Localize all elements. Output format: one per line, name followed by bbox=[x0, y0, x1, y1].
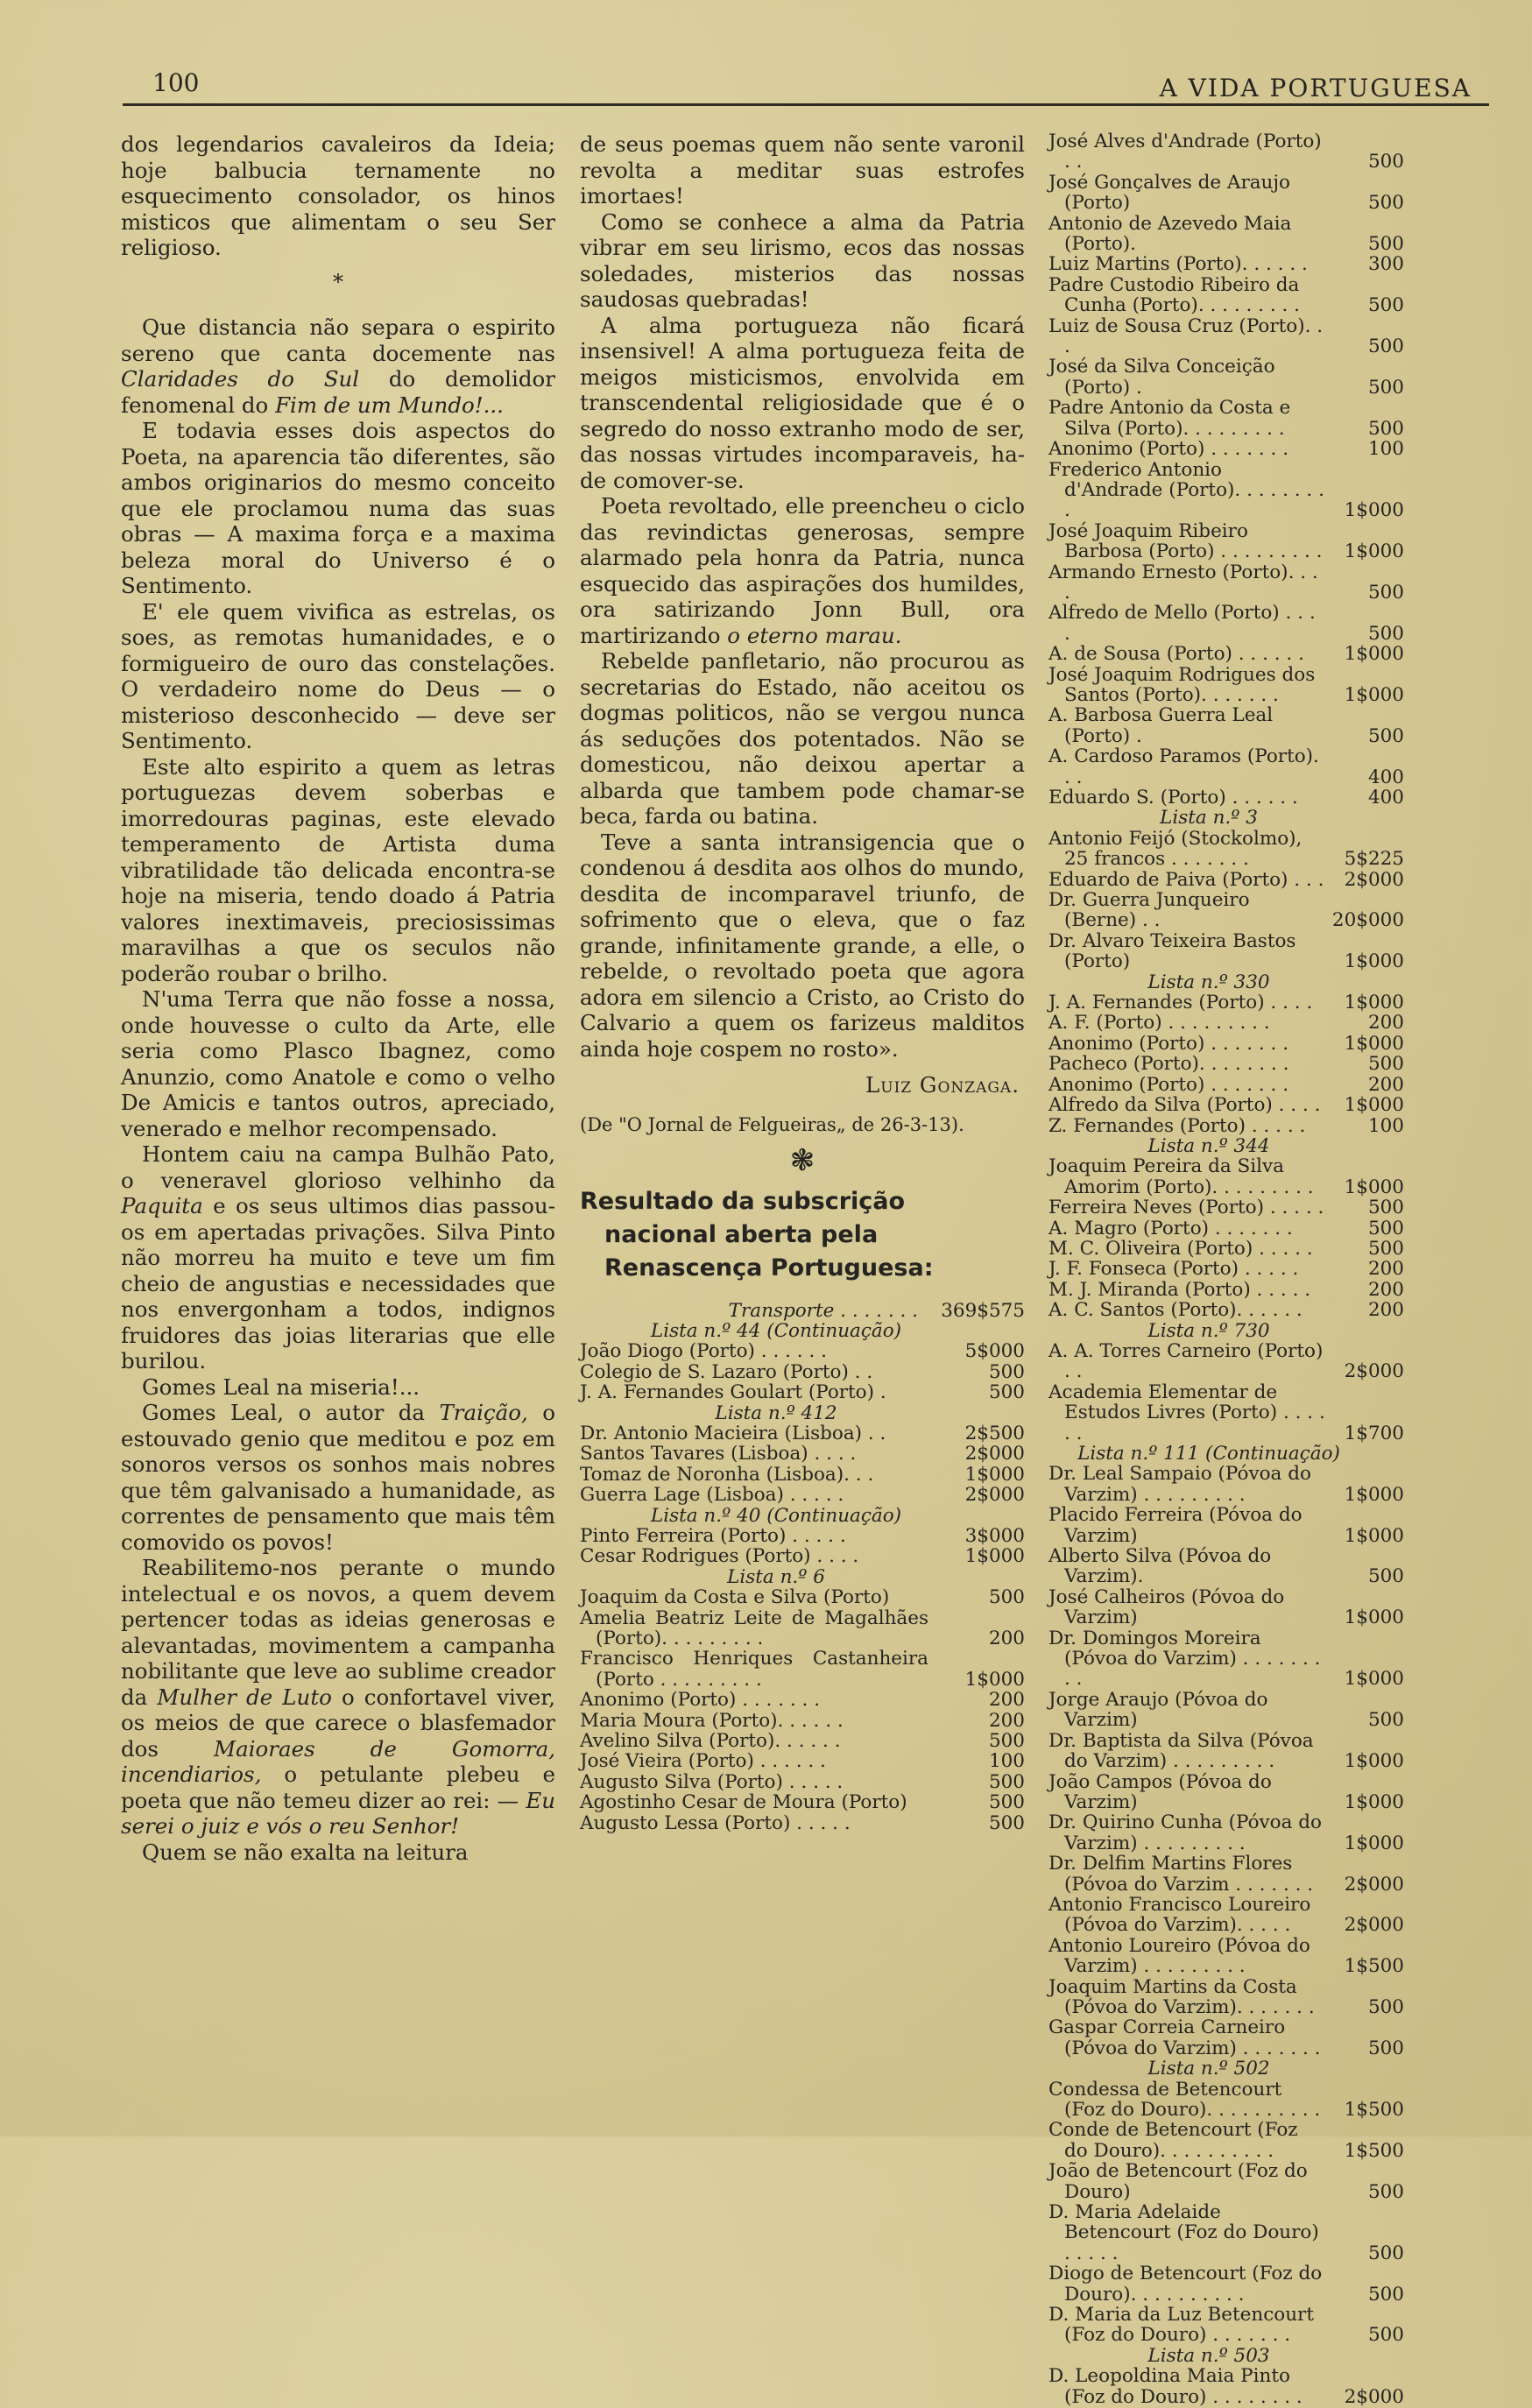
subscriber-name: Joaquim da Costa e Silva (Porto) bbox=[580, 1586, 890, 1609]
subscriber-row bbox=[1048, 870, 1404, 890]
subscriber-row bbox=[580, 1711, 1025, 1731]
subscriber-name: Antonio Loureiro (Póvoa do Varzim) . . . . . . . . . bbox=[1048, 1934, 1310, 1978]
subscription-amount: 1$000 bbox=[1344, 1790, 1404, 1813]
subscription-amount: 200 bbox=[1367, 1299, 1404, 1322]
subscriber-name: J. A. Fernandes (Porto) . . . . bbox=[1048, 992, 1313, 1014]
subscription-amount: 500 bbox=[1367, 192, 1404, 215]
subscriber-name: Dr. Alvaro Teixeira Bastos (Porto) bbox=[1048, 929, 1296, 973]
subscriber-row bbox=[1048, 1197, 1404, 1218]
subscription-amount: 500 bbox=[988, 1360, 1025, 1383]
subscriber-name: Dr. Leal Sampaio (Póvoa do Varzim) . . . . . . . . . bbox=[1048, 1463, 1311, 1506]
subscriber-name: Dr. Guerra Junqueiro (Berne) . . bbox=[1048, 889, 1250, 932]
subscriber-row bbox=[1048, 1218, 1404, 1239]
subscription-amount: 20$000 bbox=[1331, 909, 1404, 932]
subscriber-row bbox=[580, 1772, 1025, 1792]
subscription-amount: 500 bbox=[1367, 151, 1404, 173]
subscriber-name: Guerra Lage (Lisboa) . . . . . bbox=[580, 1484, 844, 1507]
subscriber-name: Academia Elementar de Estudos Livres (Porto) . . . . . . bbox=[1048, 1381, 1325, 1444]
subscriber-row bbox=[1048, 1812, 1404, 1854]
subscription-amount: 1$500 bbox=[1344, 2139, 1404, 2162]
subscriber-row bbox=[580, 1341, 1025, 1361]
subscriber-row bbox=[1048, 1280, 1404, 1300]
subscriber-row bbox=[1048, 1895, 1404, 1936]
subscription-amount: 200 bbox=[988, 1628, 1025, 1649]
subscriber-row bbox=[1048, 460, 1404, 521]
subscriber-row bbox=[1048, 787, 1404, 808]
subscription-amount: 100 bbox=[988, 1750, 1025, 1773]
subscription-amount: 500 bbox=[1367, 1995, 1404, 2018]
subscriber-name: José da Silva Conceição (Porto) . bbox=[1048, 356, 1275, 399]
subscription-amount: 500 bbox=[1367, 2180, 1404, 2203]
subscriber-row bbox=[1048, 254, 1404, 274]
subscriber-name: Avelino Silva (Porto). . . . . . bbox=[580, 1730, 841, 1753]
article-column-2 bbox=[580, 131, 1025, 1833]
subscriber-name: Z. Fernandes (Porto) . . . . . bbox=[1048, 1114, 1306, 1137]
subscriber-row bbox=[580, 1587, 1025, 1607]
paragraph: Reabilitemo-nos perante o mundo intelectual e os novos, a quem devem pertencer todas as ideias generosas e alevantadas, movimentem a campanha nobilitante que leve ao sublime creador da Mulher de Luto o confortavel viver, os meios de que carece o blasfemador dos Maioraes de Gomorra, incendiarios, o petulante plebeu e poeta que não temeu dizer ao rei: — Eu serei o juiz e vós o reu Senhor! bbox=[121, 1555, 556, 1839]
subscription-amount: 500 bbox=[1367, 294, 1404, 317]
subscriber-name: Dr. Delfim Martins Flores (Póvoa do Varzim . . . . . . . bbox=[1048, 1853, 1314, 1896]
subscriber-row bbox=[1048, 357, 1404, 398]
subscriber-name: A. Cardoso Paramos (Porto). . . bbox=[1048, 745, 1319, 788]
subscriber-row bbox=[1048, 603, 1404, 644]
subscriber-row bbox=[1048, 665, 1404, 706]
subscription-amount: 1$000 bbox=[1344, 1032, 1404, 1055]
subscription-amount: 1$000 bbox=[1344, 1607, 1404, 1629]
subscriber-row bbox=[1048, 890, 1404, 931]
subscriber-name: Condessa de Betencourt (Foz do Douro). . . . . . . . . . bbox=[1048, 2078, 1321, 2121]
subscriber-name: Dr. Quirino Cunha (Póvoa do Varzim) . . . . . . . . . bbox=[1048, 1811, 1322, 1854]
subscription-amount: 500 bbox=[1367, 622, 1404, 645]
subscriber-row bbox=[1048, 746, 1404, 787]
subscriber-name: Anonimo (Porto) . . . . . . . bbox=[580, 1689, 821, 1712]
paragraph: Teve a santa intransigencia que o condenou á desdita aos olhos do mundo, desdita de incomparavel triunfo, de sofrimento que o eleva, que o faz grande, infinitamente grande, a elle, o rebelde, o revoltado poeta que agora adora em silencio a Cristo, ao Cristo do Calvario a quem os farizeus malditos ainda hoje cospem no rosto». bbox=[580, 829, 1025, 1062]
transport-label: Transporte . . . . . . . bbox=[728, 1299, 918, 1322]
subscriber-row bbox=[1048, 1054, 1404, 1074]
subscriber-row bbox=[1048, 1075, 1404, 1095]
subscriber-row bbox=[1048, 2017, 1404, 2058]
subscriber-name: Antonio Feijó (Stockolmo), 25 francos . . . . . . . bbox=[1048, 827, 1303, 871]
subscription-amount: 2$000 bbox=[1344, 1873, 1404, 1896]
subscriber-name: João de Betencourt (Foz do Douro) bbox=[1048, 2160, 1308, 2203]
subscriber-name: José Vieira (Porto) . . . . . . bbox=[580, 1750, 826, 1773]
subscription-amount: 1$500 bbox=[1344, 1955, 1404, 1978]
paragraph: de seus poemas quem não sente varonil revolta a meditar suas estrofes imortaes! bbox=[580, 131, 1025, 208]
source-note: (De "O Jornal de Felgueiras„ de 26-3-13). bbox=[580, 1113, 964, 1135]
subscription-amount: 1$000 bbox=[1344, 950, 1404, 973]
paragraph: Como se conhece a alma da Patria vibrar em seu lirismo, ecos das nossas soledades, misterios das nossas saudosas quebradas! bbox=[580, 208, 1025, 312]
paragraph: Quem se não exalta na leitura bbox=[142, 1839, 469, 1865]
subscriber-name: Joaquim Pereira da Silva Amorim (Porto). . . . . . . . . bbox=[1048, 1155, 1314, 1198]
subscriber-name: Jorge Araujo (Póvoa do Varzim) bbox=[1048, 1688, 1268, 1732]
subscriber-name: Padre Antonio da Costa e Silva (Porto). . . . . . . . . bbox=[1048, 397, 1291, 440]
list-heading: Lista n.º 6 bbox=[727, 1565, 825, 1588]
subscriber-row bbox=[1048, 1587, 1404, 1628]
subscription-list bbox=[1048, 131, 1404, 2407]
subscriber-row bbox=[1048, 1854, 1404, 1895]
subscription-amount: 200 bbox=[1367, 1258, 1404, 1281]
subscriber-name: Francisco Henriques Castanheira (Porto . . . . . . . . . bbox=[580, 1648, 928, 1691]
subscriber-row bbox=[1048, 1936, 1404, 1977]
transport-row bbox=[580, 1301, 1025, 1321]
subscriber-row bbox=[1048, 1239, 1404, 1259]
subscription-amount: 1$000 bbox=[1344, 683, 1404, 706]
subscriber-row bbox=[580, 1792, 1025, 1812]
subscription-amount: 200 bbox=[988, 1689, 1025, 1712]
subscriber-name: Anonimo (Porto) . . . . . . . bbox=[1048, 1032, 1289, 1055]
subscriber-name: Anonimo (Porto) . . . . . . . bbox=[1048, 1073, 1289, 1096]
subscriber-name: Luiz Martins (Porto). . . . . . bbox=[1048, 253, 1308, 276]
subscriber-row bbox=[580, 1444, 1025, 1464]
subscription-amount: 1$000 bbox=[964, 1668, 1025, 1691]
paragraph: N'uma Terra que não fosse a nossa, onde houvesse o culto da Arte, elle seria como Plasco Ibagnez, como Anunzio, como Anatole e como o velho De Amicis e tantos outros, apreciado, venerado e melhor recompensado. bbox=[121, 986, 555, 1141]
subscriber-row bbox=[1048, 931, 1404, 972]
list-heading: Lista n.º 3 bbox=[1160, 807, 1258, 830]
subscriber-name: M. J. Miranda (Porto) . . . . . bbox=[1048, 1278, 1311, 1301]
subscriber-name: Eduardo S. (Porto) . . . . . . bbox=[1048, 787, 1298, 809]
paragraph: Rebelde panfletario, não procurou as secretarias do Estado, não aceitou os dogmas politicos, não se vergou nunca ás seduções dos potentados. Não se domesticou, não deixou apertar a albarda que tambem pode chamar-se beca, farda ou batina. bbox=[580, 648, 1025, 829]
subscriber-row bbox=[580, 1731, 1025, 1751]
page-header bbox=[149, 68, 1472, 107]
subscription-amount: 100 bbox=[1367, 1114, 1404, 1137]
subscriber-name: José Calheiros (Póvoa do Varzim) bbox=[1048, 1585, 1285, 1629]
subscriber-row bbox=[1048, 829, 1404, 870]
subscription-amount: 1$000 bbox=[1344, 1750, 1404, 1773]
subscriber-row bbox=[1048, 1034, 1404, 1054]
list-heading: Lista n.º 40 (Continuação) bbox=[650, 1504, 902, 1527]
subscription-amount: 500 bbox=[1367, 2324, 1404, 2347]
paragraph: E todavia esses dois aspectos do Poeta, na aparencia tão diferentes, são ambos originarios do mesmo conceito que ele proclamou numa das suas obras — A maxima força e a maxima beleza moral do Universo é o Sentimento. bbox=[121, 418, 555, 598]
subscription-amount: 500 bbox=[988, 1811, 1025, 1834]
subscriber-row bbox=[1048, 275, 1404, 316]
subscriber-row bbox=[580, 1382, 1025, 1402]
subscriber-name: Padre Custodio Ribeiro da Cunha (Porto). . . . . . . . . bbox=[1048, 273, 1301, 317]
subscription-amount: 1$000 bbox=[1344, 992, 1404, 1014]
subscriber-row bbox=[1048, 2305, 1404, 2346]
subscriber-row bbox=[1048, 1505, 1404, 1546]
subscription-amount: 500 bbox=[1367, 1197, 1404, 1219]
subscription-amount: 200 bbox=[1367, 1012, 1404, 1035]
subscriber-row bbox=[580, 1608, 1025, 1649]
subscriber-row bbox=[580, 1526, 1025, 1546]
subscriber-name: Anonimo (Porto) . . . . . . . bbox=[1048, 438, 1289, 461]
subscriber-name: M. C. Oliveira (Porto) . . . . . bbox=[1048, 1237, 1313, 1260]
subscriber-name: Alfredo da Silva (Porto) . . . . bbox=[1048, 1094, 1321, 1117]
paragraph: Poeta revoltado, elle preencheu o ciclo das revindictas generosas, sempre alarmado pela honra da Patria, nunca esquecido das aspirações dos humildes, ora satirizando Jonn Bull, ora martirizando o eterno marau. bbox=[580, 493, 1025, 648]
paragraph: dos legendarios cavaleiros da Ideia; hoje balbucia ternamente no esquecimento consolador, os hinos misticos que alimentam o seu Ser religioso. bbox=[121, 131, 555, 260]
paragraph: Gomes Leal na miseria!... bbox=[142, 1373, 420, 1400]
subscriber-row bbox=[1048, 1772, 1404, 1813]
subscription-amount: 5$000 bbox=[964, 1340, 1025, 1363]
subscription-amount: 1$000 bbox=[1344, 1832, 1404, 1854]
subscriber-row bbox=[1048, 2120, 1404, 2161]
subscriber-name: A. Barbosa Guerra Leal (Porto) . bbox=[1048, 704, 1274, 747]
subscriber-name: Antonio de Azevedo Maia (Porto). bbox=[1048, 212, 1292, 256]
subscriber-name: José Joaquim Rodrigues dos Santos (Porto). . . . . . . bbox=[1048, 663, 1316, 706]
subscriber-name: Antonio Francisco Loureiro (Póvoa do Varzim). . . . . bbox=[1048, 1893, 1311, 1937]
subscriber-name: Joaquim Martins da Costa (Póvoa do Varzim). . . . . . . bbox=[1048, 1975, 1315, 2018]
list-heading: Lista n.º 502 bbox=[1147, 2058, 1270, 2080]
subscriber-name: J. A. Fernandes Goulart (Porto) . bbox=[580, 1381, 886, 1404]
subscription-amount: 2$000 bbox=[1344, 1914, 1404, 1937]
subscriber-row bbox=[580, 1813, 1025, 1833]
subscriber-name: A. A. Torres Carneiro (Porto) . . bbox=[1048, 1339, 1324, 1383]
subscriber-name: Pinto Ferreira (Porto) . . . . . bbox=[580, 1524, 846, 1547]
subscriber-name: Gaspar Correia Carneiro (Póvoa do Varzim) . . . . . . . bbox=[1048, 2016, 1321, 2059]
subscriber-name: Amelia Beatriz Leite de Magalhães (Porto). . . . . . . . . bbox=[580, 1607, 928, 1649]
subscriber-row bbox=[1048, 1546, 1404, 1587]
subscription-amount: 500 bbox=[988, 1586, 1025, 1609]
subscriber-row bbox=[1048, 1116, 1404, 1136]
subscriber-row bbox=[1048, 2366, 1404, 2407]
subscription-amount: 500 bbox=[988, 1381, 1025, 1404]
subscriber-name: Dr. Baptista da Silva (Póvoa do Varzim) . . . . . . . . . bbox=[1048, 1729, 1314, 1773]
subscriber-row bbox=[1048, 2080, 1404, 2121]
subscriber-name: José Alves d'Andrade (Porto) . . bbox=[1048, 131, 1322, 173]
subscription-amount: 500 bbox=[988, 1770, 1025, 1793]
subscriber-name: Alberto Silva (Póvoa do Varzim). bbox=[1048, 1545, 1272, 1588]
subscriber-name: D. Maria Adelaide Betencourt (Foz do Douro) . . . . . bbox=[1048, 2201, 1319, 2264]
subscriber-row bbox=[1048, 521, 1404, 562]
ornament-icon: ❃ bbox=[789, 1143, 815, 1178]
subscriber-row bbox=[1048, 173, 1404, 214]
subscription-amount: 1$700 bbox=[1344, 1422, 1404, 1444]
paragraph: Gomes Leal, o autor da Traição, o estouvado genio que meditou e poz em sonoros versos os sonhos mais nobres que têm galvanisado a humanidade, as correntes de pensamento que mais têm comovido os povos! bbox=[121, 1400, 555, 1555]
subscription-amount: 500 bbox=[1367, 1709, 1404, 1732]
subscriber-row bbox=[580, 1485, 1025, 1505]
subscription-amount: 5$225 bbox=[1344, 848, 1404, 871]
subscription-amount: 1$000 bbox=[1344, 1483, 1404, 1506]
list-heading: Lista n.º 44 (Continuação) bbox=[650, 1319, 902, 1342]
subscriber-row bbox=[1048, 131, 1404, 173]
subscriber-name: D. Leopoldina Maia Pinto (Foz do Douro) . . . . . . . . bbox=[1048, 2365, 1303, 2408]
subscription-amount: 500 bbox=[1367, 1565, 1404, 1588]
subscription-amount: 2$000 bbox=[964, 1484, 1025, 1507]
subscription-amount: 500 bbox=[1367, 1237, 1404, 1260]
paragraph: Hontem caiu na campa Bulhão Pato, o veneravel glorioso velhinho da Paquita e os seus ultimos dias passou-os em apertadas privações. Silva Pinto não morreu ha muito e teve um fim cheio de angustias e necessidades que nos envergonham a todos, indignos fruidores das joias literarias que elle burilou. bbox=[121, 1141, 555, 1373]
subscriber-row bbox=[1048, 2263, 1404, 2305]
subscription-amount: 500 bbox=[1367, 335, 1404, 358]
subscriber-name: João Diogo (Porto) . . . . . . bbox=[580, 1340, 827, 1363]
subscription-amount: 100 bbox=[1367, 438, 1404, 461]
subscription-amount: 300 bbox=[1367, 253, 1404, 276]
subscriber-row bbox=[1048, 1300, 1404, 1320]
subscriber-row bbox=[1048, 398, 1404, 439]
subscriber-row bbox=[1048, 1731, 1404, 1772]
subscriber-name: Ferreira Neves (Porto) . . . . . bbox=[1048, 1197, 1324, 1219]
subscription-amount: 1$000 bbox=[964, 1463, 1025, 1486]
list-heading: Lista n.º 344 bbox=[1147, 1134, 1270, 1157]
subscription-amount: 500 bbox=[1367, 1217, 1404, 1239]
paragraph: E' ele quem vivifica as estrelas, os soes, as remotas humanidades, e o formigueiro de ouro das constelações. O verdadeiro nome do Deus — o misterioso desconhecido — deve ser Sentimento. bbox=[121, 598, 555, 753]
page-number: 100 bbox=[152, 68, 200, 97]
subscription-amount: 1$000 bbox=[1344, 1668, 1404, 1691]
list-heading: Lista n.º 503 bbox=[1147, 2344, 1270, 2367]
article-column-1 bbox=[121, 131, 555, 1865]
subscription-amount: 400 bbox=[1367, 787, 1404, 809]
list-heading: Lista n.º 111 (Continuação) bbox=[1077, 1443, 1340, 1465]
list-heading: Lista n.º 330 bbox=[1147, 971, 1270, 993]
subscription-list bbox=[580, 1321, 1025, 1833]
subscription-amount: 2$500 bbox=[964, 1422, 1025, 1444]
subscription-amount: 1$500 bbox=[1344, 2099, 1404, 2121]
subscription-amount: 200 bbox=[1367, 1073, 1404, 1096]
subscriber-name: A. de Sousa (Porto) . . . . . . bbox=[1048, 643, 1304, 666]
subscription-amount: 500 bbox=[1367, 2037, 1404, 2059]
subscriber-row bbox=[1048, 2161, 1404, 2202]
subscriber-row bbox=[1048, 1013, 1404, 1033]
subscriber-row bbox=[1048, 644, 1404, 664]
paragraph: Que distancia não separa o espirito sereno que canta docemente nas Claridades do Sul do demolidor fenomenal do Fim de um Mundo!... bbox=[121, 314, 555, 418]
subscriber-name: Augusto Lessa (Porto) . . . . . bbox=[580, 1811, 851, 1834]
subscriber-name: A. C. Santos (Porto). . . . . . bbox=[1048, 1299, 1303, 1322]
subscriber-name: José Joaquim Ribeiro Barbosa (Porto) . . . . . . . . . bbox=[1048, 519, 1323, 563]
subscription-amount: 2$000 bbox=[964, 1443, 1025, 1465]
subscription-amount: 3$000 bbox=[964, 1524, 1025, 1547]
section-star: * bbox=[333, 269, 343, 294]
subscription-amount: 500 bbox=[1367, 417, 1404, 440]
subscription-amount: 200 bbox=[988, 1709, 1025, 1732]
subscription-amount: 2$000 bbox=[1344, 2385, 1404, 2408]
paragraph: A alma portugueza não ficará insensivel! A alma portugueza feita de meigos misticismos, envolvida em transcendental religiosidade que é o segredo do nosso extranho modo de ser, das nossas virtudes incomparaveis, ha-de comover-se. bbox=[580, 312, 1025, 493]
subscriber-row bbox=[1048, 1341, 1404, 1382]
list-heading: Lista n.º 412 bbox=[715, 1402, 837, 1424]
subscriber-row bbox=[1048, 705, 1404, 746]
subscription-amount: 500 bbox=[1367, 581, 1404, 604]
subscription-amount: 500 bbox=[1367, 2242, 1404, 2264]
transport-amount: 369$575 bbox=[941, 1299, 1025, 1322]
subscriber-row bbox=[1048, 992, 1404, 1013]
subscriber-name: Armando Ernesto (Porto). . . . bbox=[1048, 561, 1318, 604]
subscriber-name: Santos Tavares (Lisboa) . . . . bbox=[580, 1443, 857, 1465]
subscriber-name: João Campos (Póvoa do Varzim) bbox=[1048, 1770, 1272, 1813]
subscriber-row bbox=[580, 1751, 1025, 1771]
subscriber-row bbox=[580, 1362, 1025, 1382]
subscriber-row bbox=[1048, 439, 1404, 459]
subscription-amount: 1$000 bbox=[1344, 499, 1404, 522]
subscriber-name: J. F. Fonseca (Porto) . . . . . bbox=[1048, 1258, 1299, 1281]
subscription-amount: 1$000 bbox=[964, 1545, 1025, 1568]
subscriber-name: Maria Moura (Porto). . . . . . bbox=[580, 1709, 844, 1732]
subscriber-row bbox=[1048, 214, 1404, 255]
subscriber-name: A. F. (Porto) . . . . . . . . . bbox=[1048, 1012, 1270, 1035]
subscriber-row bbox=[1048, 316, 1404, 357]
subscription-amount: 400 bbox=[1367, 766, 1404, 788]
subscriber-row bbox=[580, 1546, 1025, 1566]
subscription-amount: 200 bbox=[1367, 1278, 1404, 1301]
subscriber-name: Luiz de Sousa Cruz (Porto). . . bbox=[1048, 314, 1324, 358]
subscription-amount: 1$000 bbox=[1344, 540, 1404, 563]
subscription-amount: 500 bbox=[1367, 2283, 1404, 2306]
subscriber-name: Dr. Domingos Moreira (Póvoa do Varzim) . . . . . . . . . bbox=[1048, 1627, 1321, 1691]
subscriber-row bbox=[1048, 2202, 1404, 2263]
subscriber-name: Augusto Silva (Porto) . . . . . bbox=[580, 1770, 844, 1793]
subscription-amount: 500 bbox=[1367, 724, 1404, 747]
subscriber-name: Dr. Antonio Macieira (Lisboa) . . bbox=[580, 1422, 886, 1444]
subscription-amount: 1$000 bbox=[1344, 1176, 1404, 1198]
subscriber-name: Agostinho Cesar de Moura (Porto) bbox=[580, 1791, 907, 1814]
subscriber-name: Frederico Antonio d'Andrade (Porto). . . . . . . . . bbox=[1048, 458, 1324, 522]
subscription-amount: 1$000 bbox=[1344, 643, 1404, 666]
subscription-amount: 2$000 bbox=[1344, 1360, 1404, 1383]
subscriber-name: José Gonçalves de Araujo (Porto) bbox=[1048, 171, 1290, 215]
subscriber-row bbox=[1048, 1977, 1404, 2018]
subscriber-row bbox=[1048, 1259, 1404, 1279]
subscription-amount: 1$000 bbox=[1344, 1094, 1404, 1117]
subscriber-name: Pacheco (Porto). . . . . . . . bbox=[1048, 1053, 1289, 1076]
subscription-title: Resultado da subscrição nacional aberta pela Renascença Portuguesa: bbox=[580, 1187, 934, 1282]
author-signature: Luiz Gonzaga. bbox=[865, 1072, 1020, 1098]
subscriber-row bbox=[580, 1423, 1025, 1444]
subscriber-name: Tomaz de Noronha (Lisboa). . . bbox=[580, 1463, 874, 1486]
subscription-amount: 2$000 bbox=[1344, 868, 1404, 891]
running-title: A VIDA PORTUGUESA bbox=[1159, 74, 1472, 102]
subscription-column-3 bbox=[1048, 131, 1404, 2407]
header-rule bbox=[123, 103, 1489, 106]
subscription-amount: 500 bbox=[988, 1791, 1025, 1814]
list-heading: Lista n.º 730 bbox=[1147, 1319, 1270, 1342]
subscriber-name: Conde de Betencourt (Foz do Douro). . . . . . . . . . bbox=[1048, 2119, 1298, 2162]
subscriber-row bbox=[580, 1465, 1025, 1485]
subscriber-row bbox=[1048, 1382, 1404, 1444]
subscriber-name: Eduardo de Paiva (Porto) . . . bbox=[1048, 868, 1324, 891]
subscriber-row bbox=[1048, 562, 1404, 604]
paragraph: Este alto espirito a quem as letras portuguezas devem soberbas e imorredouras paginas, este elevado temperamento de Artista duma vibratilidade tão delicada encontra-se hoje na miseria, tendo doado á Patria valores inextimaveis, preciosissimas maravilhas a que os seculos não poderão roubar o brilho. bbox=[121, 753, 555, 986]
subscription-amount: 1$000 bbox=[1344, 1524, 1404, 1547]
subscriber-row bbox=[1048, 1156, 1404, 1197]
subscription-amount: 500 bbox=[988, 1730, 1025, 1753]
subscriber-row bbox=[1048, 1628, 1404, 1690]
subscriber-name: A. Magro (Porto) . . . . . . . bbox=[1048, 1217, 1293, 1239]
subscriber-name: Alfredo de Mello (Porto) . . . . bbox=[1048, 602, 1316, 645]
subscriber-row bbox=[1048, 1690, 1404, 1731]
subscriber-name: Placido Ferreira (Póvoa do Varzim) bbox=[1048, 1504, 1303, 1547]
subscriber-name: D. Maria da Luz Betencourt (Foz do Douro) . . . . . . . bbox=[1048, 2304, 1314, 2347]
subscription-amount: 500 bbox=[1367, 376, 1404, 399]
subscriber-name: Colegio de S. Lazaro (Porto) . . bbox=[580, 1360, 873, 1383]
subscriber-row bbox=[580, 1690, 1025, 1710]
subscription-amount: 500 bbox=[1367, 1053, 1404, 1076]
subscriber-row bbox=[580, 1649, 1025, 1690]
subscriber-row bbox=[1048, 1464, 1404, 1505]
subscriber-row bbox=[1048, 1095, 1404, 1115]
subscription-amount: 500 bbox=[1367, 233, 1404, 256]
subscriber-name: Diogo de Betencourt (Foz do Douro). . . . . . . . . . bbox=[1048, 2263, 1323, 2306]
subscriber-name: Cesar Rodrigues (Porto) . . . . bbox=[580, 1545, 859, 1568]
